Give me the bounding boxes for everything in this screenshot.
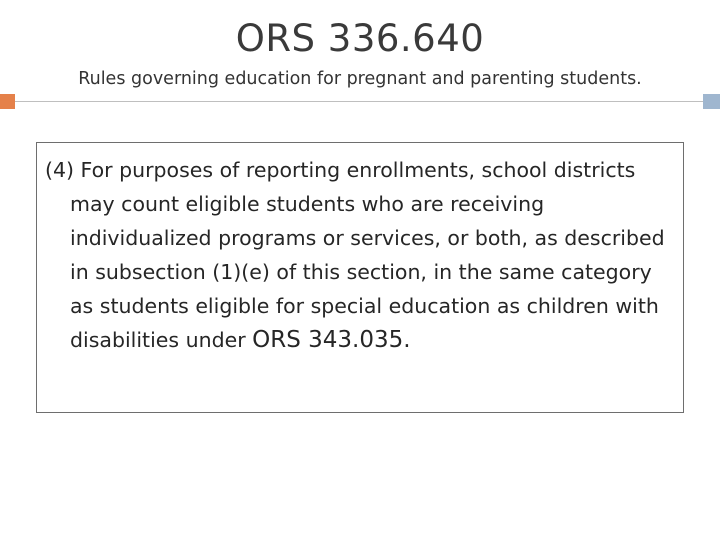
- divider-rule: [15, 101, 703, 102]
- statute-text: (4) For purposes of reporting enrollments, school districts may count eligible students who are receiving individualized programs or services, or both, as described in subsection (1)(e) of this section, in the same category as students eligible for special education as children with disabilities under: [45, 158, 665, 352]
- slide-subtitle: Rules governing education for pregnant and parenting students.: [78, 69, 642, 89]
- content-box: [36, 142, 684, 413]
- statute-paragraph: [45, 153, 675, 357]
- slide-title: ORS 336.640: [235, 17, 485, 60]
- statute-terminal: .: [403, 327, 411, 353]
- accent-bar-orange: [0, 94, 15, 109]
- statute-reference: ORS 343.035: [252, 327, 404, 353]
- accent-bar-blue: [703, 94, 720, 109]
